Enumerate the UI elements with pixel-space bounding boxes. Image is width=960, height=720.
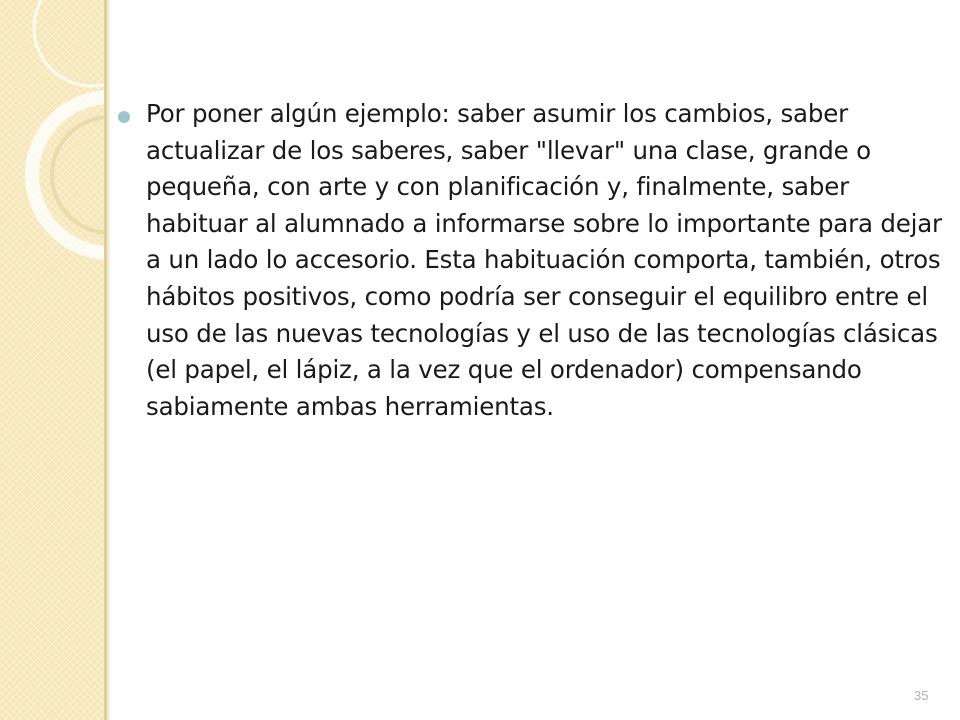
decorative-circles	[0, 0, 104, 720]
bullet-icon	[118, 111, 130, 123]
page-number: 35	[914, 688, 929, 703]
slide-content	[118, 96, 948, 425]
bullet-item	[118, 96, 948, 425]
bullet-text: Por poner algún ejemplo: saber asumir los cambios, saber actualizar de los saberes, saber "llevar" una clase, grande o pequeña, con arte y con planificación y, finalmente, saber habituar al alumnado a informarse sobre lo importante para dejar a un lado lo accesorio. Esta habituación comporta, también, otros hábitos positivos, como podría ser conseguir el equilibro entre el uso de las nuevas tecnologías y el uso de las tecnologías clásicas (el papel, el lápiz, a la vez que el ordenador) compensando sabiamente ambas herramientas.	[146, 99, 942, 421]
decorative-side-panel	[0, 0, 104, 720]
side-panel-edge	[104, 0, 110, 720]
